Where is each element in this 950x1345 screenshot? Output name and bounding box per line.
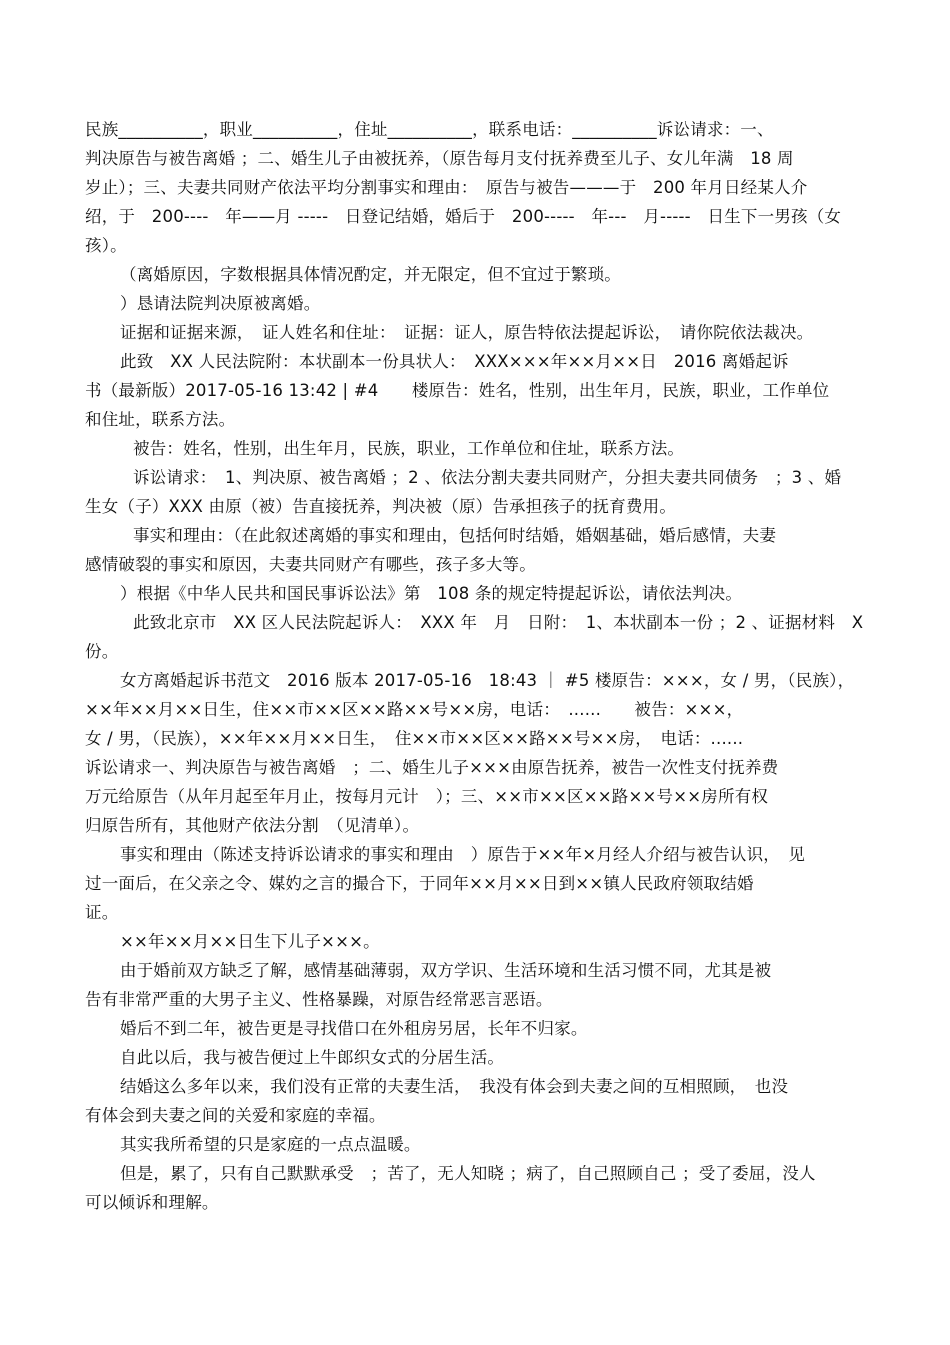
text-line: 但是，累了，只有自己默默承受 ；苦了，无人知晓 ；病了，自己照顾自己 ；受了委屈，没人 xyxy=(120,1164,816,1183)
text-line: ）根据《中华人民共和国民事诉讼法》第 108 条的规定特提起诉讼，请依法判决。 xyxy=(120,584,743,603)
text-line: 此致 XX 人民法院附：本状副本一份具状人： XXX×××年××月××日 2016 离婚起诉 xyxy=(120,352,789,371)
text-line: ××年××月××日生，住××市××区××路××号××房，电话： ...... 被告：×××， xyxy=(85,700,744,719)
text-line: 孩）。 xyxy=(85,236,127,255)
text-line: 证据和证据来源， 证人姓名和住址： 证据：证人，原告特依法提起诉讼， 请你院依法裁决。 xyxy=(120,323,814,342)
text-line: 判决原告与被告离婚 ；二、婚生儿子由被抚养，（原告每月支付抚养费至儿子、女儿年满 18 周 xyxy=(85,149,794,168)
text-line: 告有非常严重的大男子主义、性格暴躁，对原告经常恶言恶语。 xyxy=(85,990,553,1009)
text-line: 可以倾诉和理解。 xyxy=(85,1193,219,1212)
text-line: 诉讼请求： 1、判决原、被告离婚 ；2 、依法分割夫妻共同财产，分担夫妻共同债务 ；3 、婚 xyxy=(133,468,842,487)
text-line: ）恳请法院判决原被离婚。 xyxy=(120,294,321,313)
text-line: 女 / 男，（民族），××年××月××日生， 住××市××区××路××号××房， 电话：...... xyxy=(85,729,744,748)
text-line: 被告：姓名，性别，出生年月，民族，职业，工作单位和住址，联系方法。 xyxy=(133,439,685,458)
text-line: 感情破裂的事实和原因，夫妻共同财产有哪些，孩子多大等。 xyxy=(85,555,536,574)
text-line: 其实我所希望的只是家庭的一点点温暖。 xyxy=(120,1135,421,1154)
text-line: 事实和理由（陈述支持诉讼请求的事实和理由 ）原告于××年×月经人介绍与被告认识， 见 xyxy=(120,845,806,864)
text-line: 生女（子）XXX 由原（被）告直接抚养，判决被（原）告承担孩子的抚育费用。 xyxy=(85,497,677,516)
text-line: 此致北京市 XX 区人民法院起诉人： XXX 年 月 日附： 1、本状副本一份 ；2 、证据材料 X xyxy=(133,613,864,632)
text-line: 和住址，联系方法。 xyxy=(85,410,236,429)
text-line: 事实和理由：（在此叙述离婚的事实和理由，包括何时结婚，婚姻基础，婚后感情，夫妻 xyxy=(133,526,777,545)
text-line: 自此以后，我与被告便过上牛郎织女式的分居生活。 xyxy=(120,1048,505,1067)
text-line: 份。 xyxy=(85,642,119,661)
text-line: 万元给原告（从年月起至年月止，按每月元计 ）；三、××市××区××路××号××房所有权 xyxy=(85,787,769,806)
text-line: 过一面后，在父亲之令、媒妁之言的撮合下，于同年××月××日到××镇人民政府领取结婚 xyxy=(85,874,754,893)
text-line: 民族__________，职业__________，住址__________，联系电话：__________诉讼请求：一、 xyxy=(85,120,774,139)
text-line: 由于婚前双方缺乏了解，感情基础薄弱，双方学识、生活环境和生活习惯不同，尤其是被 xyxy=(120,961,772,980)
text-line: 婚后不到二年，被告更是寻找借口在外租房另居，长年不归家。 xyxy=(120,1019,588,1038)
text-line: 女方离婚起诉书范文 2016 版本 2017-05-16 18:43 ｜ #5 楼原告：×××，女 / 男，（民族）， xyxy=(120,671,855,690)
text-line: 绍，于 200---- 年——月 ----- 日登记结婚，婚后于 200----- 年--- 月----- 日生下一男孩（女 xyxy=(85,207,842,226)
text-line: （离婚原因，字数根据具体情况酌定，并无限定，但不宜过于繁琐。 xyxy=(120,265,621,284)
text-line: 证。 xyxy=(85,903,119,922)
text-line: 结婚这么多年以来，我们没有正常的夫妻生活， 我没有体会到夫妻之间的互相照顾， 也没 xyxy=(120,1077,789,1096)
text-line: 有体会到夫妻之间的关爱和家庭的幸福。 xyxy=(85,1106,386,1125)
text-line: ××年××月××日生下儿子×××。 xyxy=(120,932,380,951)
text-line: 归原告所有，其他财产依法分割 （见清单）。 xyxy=(85,816,420,835)
text-line: 岁止）；三、夫妻共同财产依法平均分割事实和理由： 原告与被告———于 200 年月日经某人介 xyxy=(85,178,808,197)
text-line: 书（最新版）2017-05-16 13:42 | #4 楼原告：姓名，性别，出生年月，民族，职业，工作单位 xyxy=(85,381,830,400)
text-line: 诉讼请求一、判决原告与被告离婚 ；二、婚生儿子×××由原告抚养，被告一次性支付抚养费 xyxy=(85,758,779,777)
